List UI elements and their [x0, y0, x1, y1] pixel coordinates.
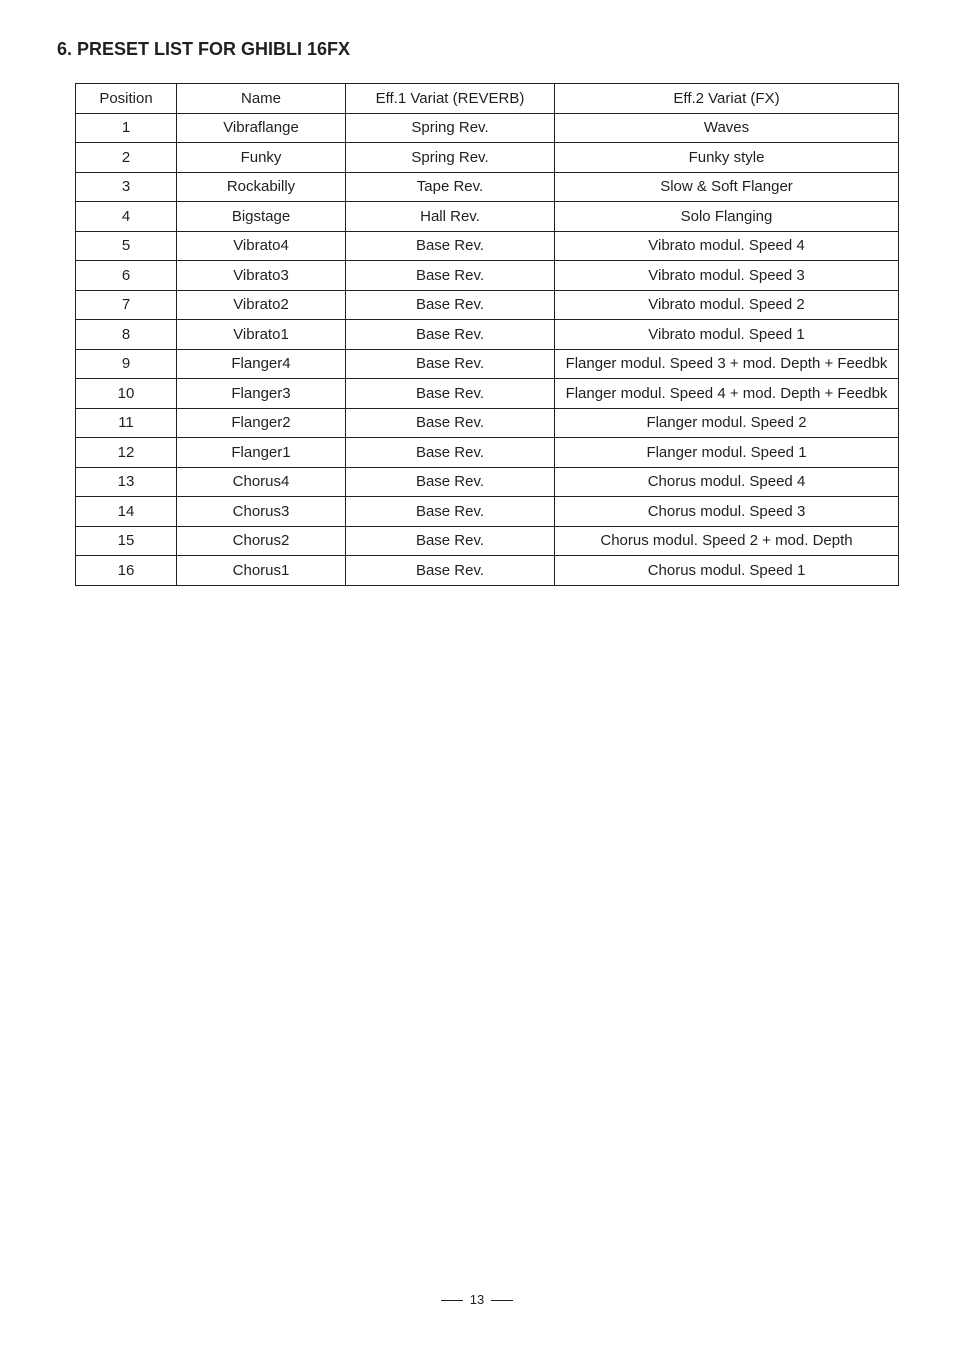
cell-eff2: Solo Flanging	[555, 202, 899, 232]
cell-name: Flanger2	[177, 408, 346, 438]
cell-eff2: Flanger modul. Speed 3 + mod. Depth + Feedbk	[555, 349, 899, 379]
cell-position: 6	[76, 261, 177, 291]
cell-position: 10	[76, 379, 177, 409]
cell-eff2: Vibrato modul. Speed 1	[555, 320, 899, 350]
table-row	[76, 526, 899, 556]
cell-position: 11	[76, 408, 177, 438]
cell-position: 4	[76, 202, 177, 232]
table-row	[76, 438, 899, 468]
cell-eff2: Vibrato modul. Speed 3	[555, 261, 899, 291]
cell-name: Chorus1	[177, 556, 346, 586]
header-eff2: Eff.2 Variat (FX)	[555, 84, 899, 114]
cell-eff1: Hall Rev.	[346, 202, 555, 232]
cell-name: Rockabilly	[177, 172, 346, 202]
cell-eff1: Tape Rev.	[346, 172, 555, 202]
table-row	[76, 113, 899, 143]
cell-eff2: Funky style	[555, 143, 899, 173]
cell-position: 12	[76, 438, 177, 468]
cell-position: 13	[76, 467, 177, 497]
cell-eff1: Base Rev.	[346, 379, 555, 409]
cell-eff1: Spring Rev.	[346, 143, 555, 173]
cell-name: Flanger4	[177, 349, 346, 379]
table-row	[76, 408, 899, 438]
cell-position: 14	[76, 497, 177, 527]
cell-eff2: Vibrato modul. Speed 2	[555, 290, 899, 320]
cell-name: Vibrato1	[177, 320, 346, 350]
table-row	[76, 349, 899, 379]
cell-eff2: Waves	[555, 113, 899, 143]
cell-position: 8	[76, 320, 177, 350]
cell-name: Vibraflange	[177, 113, 346, 143]
table-row	[76, 172, 899, 202]
table-row	[76, 320, 899, 350]
cell-position: 1	[76, 113, 177, 143]
cell-name: Chorus4	[177, 467, 346, 497]
table-row	[76, 231, 899, 261]
cell-eff1: Base Rev.	[346, 467, 555, 497]
cell-position: 15	[76, 526, 177, 556]
cell-eff1: Base Rev.	[346, 290, 555, 320]
cell-name: Vibrato3	[177, 261, 346, 291]
table-row	[76, 556, 899, 586]
table-row	[76, 202, 899, 232]
page-number: 13	[469, 1292, 485, 1307]
header-position: Position	[76, 84, 177, 114]
table-row	[76, 261, 899, 291]
cell-eff1: Base Rev.	[346, 408, 555, 438]
cell-eff1: Base Rev.	[346, 497, 555, 527]
cell-eff2: Slow & Soft Flanger	[555, 172, 899, 202]
cell-eff1: Base Rev.	[346, 349, 555, 379]
cell-eff1: Base Rev.	[346, 231, 555, 261]
cell-name: Flanger1	[177, 438, 346, 468]
table-row	[76, 379, 899, 409]
cell-eff1: Spring Rev.	[346, 113, 555, 143]
cell-position: 2	[76, 143, 177, 173]
cell-eff2: Chorus modul. Speed 2 + mod. Depth	[555, 526, 899, 556]
preset-rows	[76, 113, 899, 585]
cell-eff2: Chorus modul. Speed 4	[555, 467, 899, 497]
cell-position: 9	[76, 349, 177, 379]
cell-name: Bigstage	[177, 202, 346, 232]
cell-name: Funky	[177, 143, 346, 173]
cell-eff1: Base Rev.	[346, 556, 555, 586]
page-footer	[0, 1292, 954, 1307]
cell-eff2: Vibrato modul. Speed 4	[555, 231, 899, 261]
cell-eff2: Flanger modul. Speed 4 + mod. Depth + Feedbk	[555, 379, 899, 409]
cell-position: 16	[76, 556, 177, 586]
table-row	[76, 497, 899, 527]
table-row	[76, 290, 899, 320]
cell-position: 7	[76, 290, 177, 320]
table-header-row	[76, 84, 899, 114]
cell-name: Flanger3	[177, 379, 346, 409]
cell-eff2: Chorus modul. Speed 1	[555, 556, 899, 586]
header-eff1: Eff.1 Variat (REVERB)	[346, 84, 555, 114]
cell-name: Chorus2	[177, 526, 346, 556]
cell-eff1: Base Rev.	[346, 261, 555, 291]
footer-dash-left	[441, 1300, 463, 1301]
cell-eff2: Flanger modul. Speed 1	[555, 438, 899, 468]
page-title: 6. PRESET LIST FOR GHIBLI 16FX	[57, 39, 351, 59]
cell-eff1: Base Rev.	[346, 320, 555, 350]
cell-position: 3	[76, 172, 177, 202]
cell-position: 5	[76, 231, 177, 261]
table-row	[76, 143, 899, 173]
cell-name: Chorus3	[177, 497, 346, 527]
table-row	[76, 467, 899, 497]
cell-name: Vibrato2	[177, 290, 346, 320]
header-name: Name	[177, 84, 346, 114]
cell-eff1: Base Rev.	[346, 526, 555, 556]
cell-name: Vibrato4	[177, 231, 346, 261]
preset-table	[75, 83, 899, 586]
footer-dash-right	[491, 1300, 513, 1301]
cell-eff1: Base Rev.	[346, 438, 555, 468]
cell-eff2: Chorus modul. Speed 3	[555, 497, 899, 527]
cell-eff2: Flanger modul. Speed 2	[555, 408, 899, 438]
